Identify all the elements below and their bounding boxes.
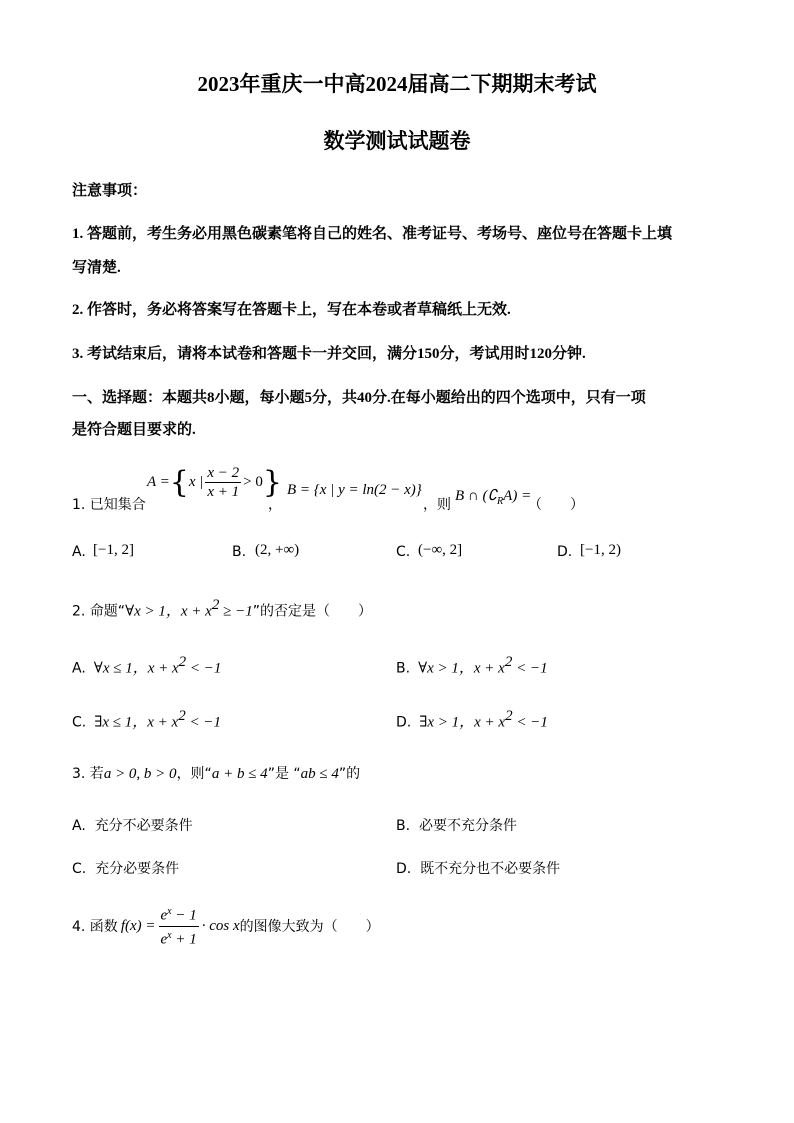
note-item-1-cont: 写清楚. [72,260,121,276]
q2-option-d-label: D. [396,714,412,731]
q4-num-base: e [160,907,168,924]
q2-option-b-exponent: 2 [504,654,513,670]
q3-option-a-text: 充分不必要条件 [94,818,193,834]
q2-option-a-exponent: 2 [178,654,187,670]
q4-num-exponent: x [167,905,172,917]
q4-den-tail: + 1 [171,931,197,948]
q3-option-a [72,815,193,835]
q3-suffix: ”的 [338,766,361,782]
q1-option-a: [−1, 2] [93,542,134,558]
q4-cos-term: · cos x [201,917,240,934]
q2-option-c-exponent: 2 [178,708,186,724]
q2-option-d [396,708,548,731]
q4-denominator [159,927,199,950]
q3-mid-1: ，则“ [176,766,212,782]
q3-proposition-p: a + b ≤ 4 [211,766,268,782]
q3-option-c [72,858,179,878]
q2-option-b-pre: ∀x > 1，x + x [418,660,505,677]
q2-option-a [72,654,221,677]
expr-head: B ∩ (∁ [455,488,498,504]
q2-option-b-post: < −1 [512,660,548,677]
q1-option-d: [−1, 2) [580,542,621,558]
question-1-prefix: 1. 已知集合 [72,497,146,513]
question-1-expression [455,486,531,507]
q2-prefix: 2. 命题“ [72,603,126,620]
question-1-blank: （ ） [528,497,584,513]
brace-open-icon: { [169,464,189,500]
q2-option-c [72,708,221,731]
q2-option-c-label: C. [72,714,87,731]
q3-prefix: 3. 若 [72,766,104,782]
q3-option-d [396,858,560,878]
question-1-set-b: B = {x | y = ln(2 − x)} [287,482,422,498]
q3-proposition-q: ab ≤ 4 [300,766,339,782]
question-4 [72,906,380,946]
brace-close-icon: } [262,464,282,500]
q2-suffix: ”的否定是（ ） [252,603,372,620]
set-a-numerator: x − 2 [207,464,240,481]
q3-option-b-text: 必要不充分条件 [418,818,517,834]
q3-option-d-text: 既不充分也不必要条件 [420,861,561,877]
q3-mid-2: ”是 “ [267,766,301,782]
q2-statement-exponent: 2 [211,597,220,613]
q1-option-b-label: B. [232,544,247,560]
q2-option-d-pre: ∃x > 1，x + x [419,714,506,731]
q2-option-d-exponent: 2 [505,708,513,724]
q2-option-c-pre: ∃x ≤ 1，x + x [94,714,179,731]
q3-option-b [396,815,517,835]
q2-option-a-post: < −1 [186,660,222,677]
set-a-var: x | [188,473,204,490]
note-item-1: 1. 答题前，考生务必用黑色碳素笔将自己的姓名、准考证号、考场号、座位号在答题卡上填 [72,226,673,242]
q2-option-d-post: < −1 [512,714,548,731]
q1-option-c: (−∞, 2] [418,542,463,558]
q1-option-c-label: C. [396,544,411,560]
notes-heading: 注意事项： [72,183,148,199]
question-1-then: ，则 [423,497,451,513]
question-1-comma: ， [268,497,282,513]
q3-option-c-label: C. [72,861,87,877]
q2-option-a-label: A. [72,660,86,677]
q2-option-a-pre: ∀x ≤ 1，x + x [93,660,179,677]
q1-option-b: (2, +∞) [255,542,300,558]
q1-option-a-label: A. [72,544,86,560]
question-3 [72,763,360,783]
q3-condition: a > 0, b > 0 [103,766,177,782]
question-1-set-a [147,462,282,502]
section-heading: 一、选择题：本题共8小题，每小题5分，共40分.在每小题给出的四个选项中，只有一项 [72,390,646,406]
set-a-denominator: x + 1 [207,483,240,500]
q4-num-tail: − 1 [171,907,197,924]
q2-statement: ∀x > 1，x + x [125,603,212,620]
q2-statement-tail: ≥ −1 [219,603,253,620]
q2-option-c-post: < −1 [185,714,221,731]
page-subtitle: 数学测试试题卷 [323,129,471,153]
q2-option-b-label: B. [396,660,411,677]
question-2 [72,597,372,620]
note-item-2: 2. 作答时，务必将答案写在答题卡上，写在本卷或者草稿纸上无效. [72,302,511,318]
q4-numerator [159,903,199,927]
q4-den-exponent: x [167,929,172,941]
expr-sub: R [497,496,504,508]
q4-suffix: 的图像大致为（ ） [239,919,380,935]
set-a-fraction [205,464,241,501]
note-item-3: 3. 考试结束后，请将本试卷和答题卡一并交回，满分150分，考试用时120分钟. [72,346,586,362]
q3-option-a-label: A. [72,818,86,834]
q3-option-c-text: 充分必要条件 [95,861,180,877]
set-a-relation: > 0 [243,473,263,490]
q1-option-d-label: D. [557,544,573,560]
expr-tail: A) = [503,488,532,504]
set-a-lhs: A = [147,473,170,490]
page-title: 2023年重庆一中高2024届高二下期期末考试 [197,72,597,96]
q3-option-d-label: D. [396,861,412,877]
q4-function-lhs: f(x) = [120,917,156,934]
q3-option-b-label: B. [396,818,411,834]
section-heading-cont: 是符合题目要求的. [72,422,196,438]
q4-prefix: 4. 函数 [72,919,118,935]
q2-option-b [396,654,548,677]
q4-fraction [159,903,199,949]
q4-den-base: e [160,931,168,948]
